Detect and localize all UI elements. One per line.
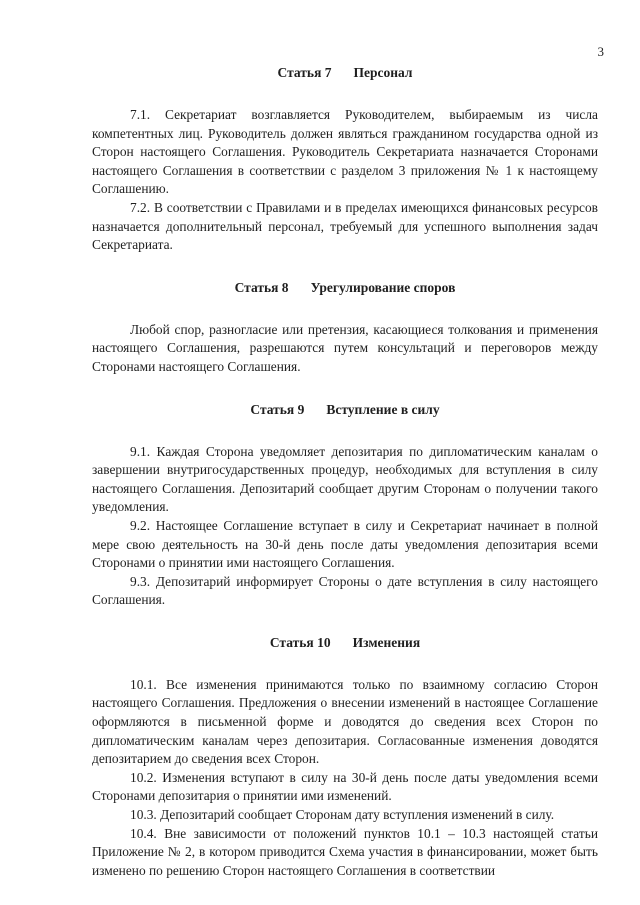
paragraph-10-1: 10.1. Все изменения принимаются только по взаимному согласию Сторон настоящего Соглашения. Предложения о внесении изменений в настоящее Соглашение оформляются в письменной форме и доводятся до сведения всех Сторон по дипломатическим каналам через депозитария. Согласованные изменения доводятся депозитарием до сведения всех Сторон. bbox=[92, 676, 598, 767]
paragraph-10-2: 10.2. Изменения вступают в силу на 30-й день после даты уведомления всеми Сторонами депозитария о принятии ими изменений. bbox=[92, 769, 598, 804]
article-title: Изменения bbox=[352, 634, 421, 650]
paragraph-7-2: 7.2. В соответствии с Правилами и в пределах имеющихся финансовых ресурсов назначается дополнительный персонал, требуемый для успешного выполнения задач Секретариата. bbox=[92, 199, 598, 253]
page-number: 3 bbox=[597, 44, 604, 59]
document-body bbox=[92, 64, 598, 880]
article-10-heading bbox=[92, 634, 598, 652]
article-8-heading bbox=[92, 279, 598, 297]
paragraph-10-4: 10.4. Вне зависимости от положений пунктов 10.1 – 10.3 настоящей статьи Приложение № 2, в котором приводится Схема участия в финансировании, может быть изменено по решению Сторон настоящего Соглашения в соответствии bbox=[92, 825, 598, 878]
paragraph-9-1: 9.1. Каждая Сторона уведомляет депозитария по дипломатическим каналам о завершении внутригосударственных процедур, необходимых для вступления в силу настоящего Соглашения. Депозитарий сообщает другим Сторонам о получении такого уведомления. bbox=[92, 443, 598, 515]
paragraph-10-3: 10.3. Депозитарий сообщает Сторонам дату вступления изменений в силу. bbox=[130, 807, 555, 823]
paragraph-8: Любой спор, разногласие или претензия, касающиеся толкования и применения настоящего Соглашения, разрешаются путем консультаций и переговоров между Сторонами настоящего Соглашения. bbox=[92, 321, 598, 374]
article-9-heading bbox=[92, 401, 598, 419]
article-number: Статья 10 bbox=[269, 634, 331, 650]
paragraph-9-2: 9.2. Настоящее Соглашение вступает в силу и Секретариат начинает в полной мере свою деятельность на 30-й день после даты уведомления депозитария всеми Сторонами о принятии ими настоящего Соглашения. bbox=[92, 517, 598, 571]
article-number: Статья 8 bbox=[234, 279, 289, 295]
article-number: Статья 7 bbox=[277, 65, 332, 80]
article-title: Персонал bbox=[353, 65, 413, 80]
article-number: Статья 9 bbox=[250, 401, 305, 417]
article-title: Урегулирование споров bbox=[310, 279, 456, 295]
paragraph-9-3: 9.3. Депозитарий информирует Стороны о дате вступления в силу настоящего Соглашения. bbox=[92, 573, 598, 608]
article-7-heading bbox=[92, 64, 598, 82]
article-title: Вступление в силу bbox=[326, 401, 440, 417]
paragraph-7-1: 7.1. Секретариат возглавляется Руководителем, выбираемым из числа компетентных лиц. Руководитель должен являться гражданином государства одной из Сторон настоящего Соглашения. Руководитель Секретариата назначается Сторонами настоящего Соглашения в соответствии с разделом 3 приложения № 1 к настоящему Соглашению. bbox=[92, 107, 598, 197]
